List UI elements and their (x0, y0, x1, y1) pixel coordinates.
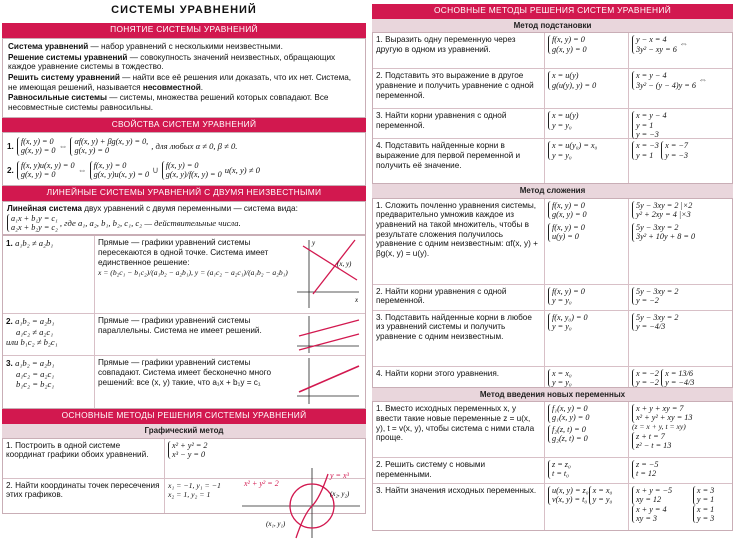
cubic-label: y = x³ (330, 471, 349, 480)
graphic-step-2: 2. Найти координаты точек пересечения этих графиков. x₁ = −1, y₁ = −1 x₂ = 1, y₂ = 1 (3, 479, 365, 513)
addition-step-3: 3. Подставить найденные корни в любое из уравнений системы и получить уравнение с одним неизвестным. f(x, y₀) = 0 y = y₀ 5y − 3xy = 2 y = −4/3 (373, 311, 732, 367)
line-2 (299, 334, 359, 350)
definition-solve: Решить систему уравнений — найти все её решения или доказать, что их нет. Система, не имеющая решений, называется несовместной. (8, 72, 352, 92)
right-column (372, 0, 733, 531)
newvars-step-2: 2. Решить систему с новыми переменными. z = z₀ t = t₀ z = −5 t = 12 (373, 458, 732, 484)
addition-step-4: 4. Найти корни этого уравнения. x = x₀ y = y₀ x = −2 y = −2 x = 13/6 y = −4/3 (373, 367, 732, 387)
linear-case-2: 2. a₁b₂ = a₂b₁ a₁c₂ ≠ a₂c₁ или b₁c₂ ≠ b₂c₁ Прямые — графики уравнений системы параллельны. Система не имеет решений. (3, 314, 365, 356)
property-1: 1. f(x, y) = 0 g(x, y) = 0 ⇔ αf(x, y) + βg(x, y) = 0, g(x, y) = 0 , для любых α ≠ 0, β ≠ 0. (7, 137, 238, 156)
line-coincident (299, 366, 359, 392)
newvars-title: Метод введения новых переменных (372, 388, 733, 401)
substitution-step-1: 1. Выразить одну переменную через другую в одном из уравнений. f(x, y) = 0 g(x, y) = 0 y − x = 4 3y² − xy = 6 ⇔ (373, 33, 732, 69)
definition-system: Система уравнений — набор уравнений с несколькими неизвестными. (8, 41, 283, 51)
graph-parallel (291, 314, 363, 354)
left-column (2, 0, 366, 528)
addition-step-2: 2. Найти корни уравнения с одной переменной. f(x, y) = 0 y = y₀ 5y − 3xy = 2 y = −2 (373, 285, 732, 311)
newvars-step-3: 3. Найти значения исходных переменных. u(x, y) = z₀ v(x, y) = t₀ x = x₀ y = y₀ x + y = −5 xy = 12 x + y = 4 xy = 3 x = 3 y = 1 x = 1 y = 3 (373, 484, 732, 530)
circle-label: x² + y² = 2 (244, 479, 279, 488)
concept-header: ПОНЯТИЕ СИСТЕМЫ УРАВНЕНИЙ (2, 23, 366, 38)
linear-cases (2, 235, 366, 409)
linear-case-3: 3. a₁b₂ = a₂b₁ a₁c₂ = a₂c₁ b₁c₂ = b₂c₁ Прямые — графики уравнений системы совпадают. Система имеет бесконечно много решений: все (x, y) такие, что a₁x + b₁y = c₁ (3, 356, 365, 408)
linear-case-1: 1. a₁b₂ ≠ a₂b₁ Прямые — графики уравнений системы пересекаются в одной точке. Система имеет единственное решение: x = (b₂c₁ − b₁c₂)/(a₁b₂ − a₂b₁), y = (a₁c₂ − a₂c₁)/(a₁b₂ − a₂b₁) (x, y) x y (3, 236, 365, 314)
right-methods-header: ОСНОВНЫЕ МЕТОДЫ РЕШЕНИЯ СИСТЕМ УРАВНЕНИЙ (372, 4, 733, 19)
properties-box (2, 132, 366, 186)
graph-intersecting (291, 236, 363, 312)
addition-title: Метод сложения (372, 184, 733, 197)
graphic-step-1: 1. Построить в одной системе координат графики обоих уравнений. x² + y² = 2 x³ − y = 0 (3, 439, 365, 479)
addition-method (372, 198, 733, 388)
substitution-method (372, 32, 733, 184)
newvars-method (372, 401, 733, 531)
graphic-method (2, 438, 366, 528)
substitution-step-2: 2. Подставить это выражение в другое уравнение и получить уравнение с одной переменной. x = u(y) g(u(y), y) = 0 x = y − 4 3y² − (y − 4)y = 6 ⇔ (373, 69, 732, 109)
addition-step-1: 1. Сложить почленно уравнения системы, предварительно умножив каждое из уравнений на такой множитель, чтобы в результате сложения получилось уравнение с одним неизвестным: αf(x, y) + βg(x, y) = u(y). f(x, y) = 0 g(x, y) = 0 f(x, y) = 0 u(y) = 0 5y − 3xy = 2 |×2 y² + 2xy = 4 |×3 5y − 3xy = 2 3y² + 10y + 8 = 0 (373, 199, 732, 285)
graphic-method-title: Графический метод (2, 424, 366, 437)
page-title: СИСТЕМЫ УРАВНЕНИЙ (111, 4, 257, 16)
linear-intro: Линейная система двух уравнений с двумя переменными — система вида: a₁x + b₁y = c₁ a₂x + b₂y = c₂ , где a₁, a₂, b₁, b₂, c₁, c₂ — действительные числа. (2, 201, 366, 235)
point-1-label: (x₁, y₁) (266, 520, 286, 528)
substitution-title: Метод подстановки (372, 19, 733, 32)
y-label: y (312, 239, 316, 248)
properties-header: СВОЙСТВА СИСТЕМ УРАВНЕНИЙ (2, 118, 366, 133)
graphic-plot (240, 466, 364, 540)
line-1 (299, 320, 359, 336)
point-label: (x, y) (337, 260, 352, 269)
graph-coincident (291, 356, 363, 406)
property-2: 2. f(x, y)u(x, y) = 0 g(x, y) = 0 ⇔ f(x, y) = 0 g(x, y)u(x, y) = 0 ∪ f(x, y) = 0 g(x, y)/f(x, y) = 0 u(x, y) ≠ 0 (7, 161, 260, 180)
x-label: x (355, 296, 359, 305)
concept-box (2, 38, 366, 118)
point-2-label: (x₂, y₂) (330, 490, 350, 498)
newvars-step-1: 1. Вместо исходных переменных x, y ввести такие новые переменные z = u(x, y), t = v(x, y), чтобы система с ними стала проще. f₁(x, y) = 0 g₁(x, y) = 0 f₂(z, t) = 0 g₂(z, t) = 0 x + y + xy = 7 x² + y² + xy = 13 (z = x + y, t = xy) z + t = 7 z² − t = 13 (373, 402, 732, 458)
definition-equivalent: Равносильные системы — системы, множества решений которых совпадают. Все несовместные системы равносильны. (8, 93, 329, 112)
left-methods-header: ОСНОВНЫЕ МЕТОДЫ РЕШЕНИЯ СИСТЕМЫ УРАВНЕНИЙ (2, 409, 366, 424)
linear-header: ЛИНЕЙНЫЕ СИСТЕМЫ УРАВНЕНИЙ С ДВУМЯ НЕИЗВЕСТНЫМИ (2, 186, 366, 201)
substitution-step-3: 3. Найти корни уравнения с одной переменной. x = u(y) y = y₀ x = y − 4 y = 1 y = −3 (373, 109, 732, 139)
substitution-step-4: 4. Подставить найденные корни в выражение для первой переменной и получить её значение. x = u(y₀) = x₀ y = y₀ x = −3 y = 1 x = −7 y = −3 (373, 139, 732, 183)
definition-solution: Решение системы уравнений — совокупность значений неизвестных, обращающих каждое уравнение системы в тождество. (8, 52, 336, 72)
